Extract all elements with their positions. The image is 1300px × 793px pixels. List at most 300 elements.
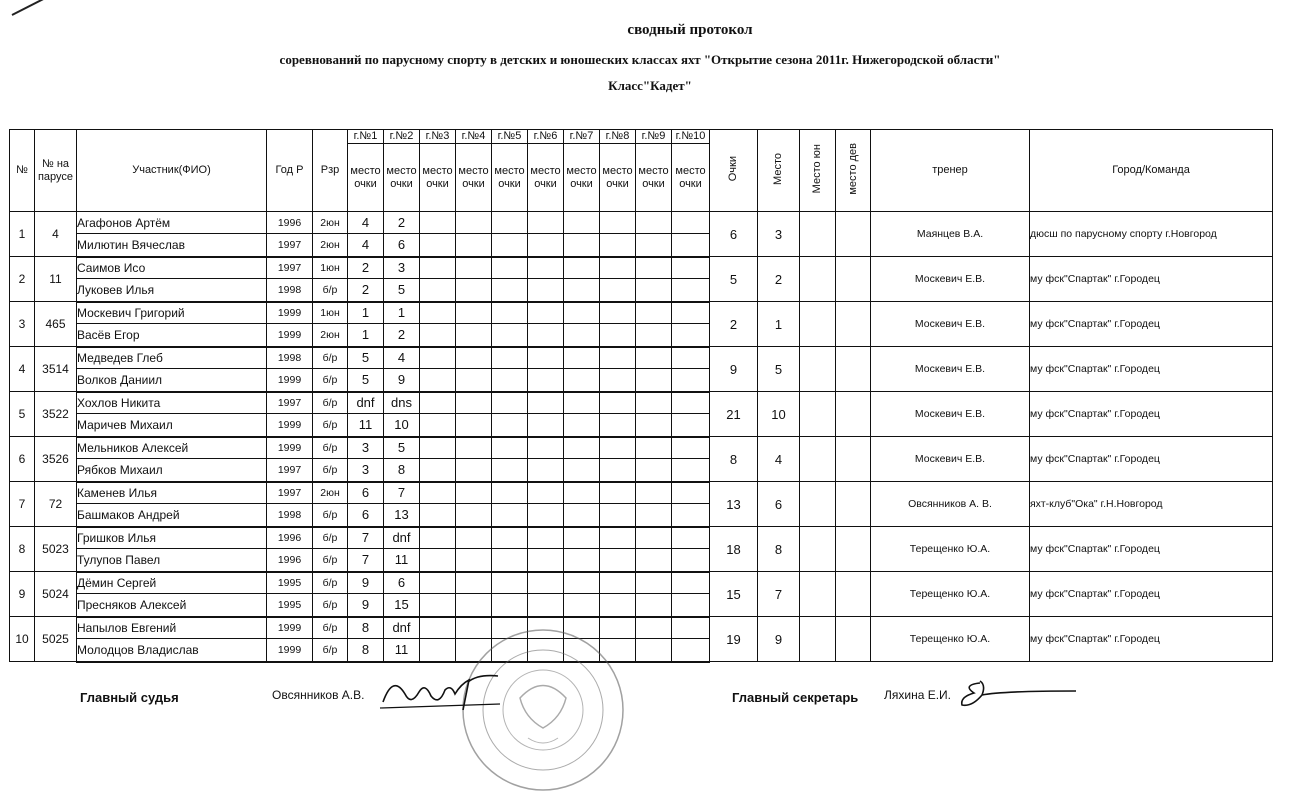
race-4-result (456, 257, 492, 279)
team-points: 5 (710, 257, 758, 302)
race-10-result (672, 459, 710, 482)
race-5-result (492, 324, 528, 347)
race-8-result (600, 459, 636, 482)
header-city: Город/Команда (1030, 130, 1273, 212)
race-1-result: 5 (348, 369, 384, 392)
sport-rank: 1юн (313, 257, 348, 279)
race-9-result (636, 302, 672, 324)
race-10-result (672, 212, 710, 234)
city-team: му фск"Спартак" г.Городец (1030, 302, 1273, 347)
team-points: 18 (710, 527, 758, 572)
birth-year: 1995 (267, 572, 313, 594)
participant-name: Васёв Егор (77, 324, 267, 347)
sail-number: 465 (35, 302, 77, 347)
race-7-result (564, 257, 600, 279)
race-1-result: 3 (348, 459, 384, 482)
race-10-result (672, 482, 710, 504)
team-points: 8 (710, 437, 758, 482)
sport-rank: б/р (313, 279, 348, 302)
race-10-result (672, 572, 710, 594)
participant-name: Луковев Илья (77, 279, 267, 302)
participant-name: Хохлов Никита (77, 392, 267, 414)
place-girls (836, 527, 871, 572)
race-3-result (420, 347, 456, 369)
judge-name: Овсянников А.В. (272, 688, 365, 702)
sport-rank: 2юн (313, 324, 348, 347)
race-4-result (456, 459, 492, 482)
secretary-name: Ляхина Е.И. (884, 688, 952, 702)
race-10-result (672, 617, 710, 639)
race-7-result (564, 572, 600, 594)
race-8-result (600, 414, 636, 437)
race-2-result: 7 (384, 482, 420, 504)
header-place-jun: Место юн (800, 130, 836, 212)
participant-name: Пресняков Алексей (77, 594, 267, 617)
race-3-result (420, 234, 456, 257)
race-6-result (528, 369, 564, 392)
place-girls (836, 257, 871, 302)
race-4-result (456, 347, 492, 369)
place-jun (800, 392, 836, 437)
sail-number: 3526 (35, 437, 77, 482)
team-place: 3 (758, 212, 800, 257)
race-8-result (600, 482, 636, 504)
coach-name: Москевич Е.В. (871, 257, 1030, 302)
judge-label: Главный судья (80, 690, 179, 705)
race-4-result (456, 302, 492, 324)
team-place: 6 (758, 482, 800, 527)
sail-number: 3514 (35, 347, 77, 392)
race-2-result: 3 (384, 257, 420, 279)
header-points: Очки (710, 130, 758, 212)
header-race: г.№3 (420, 130, 456, 144)
race-8-result (600, 347, 636, 369)
race-4-result (456, 482, 492, 504)
participant-name: Дёмин Сергей (77, 572, 267, 594)
race-9-result (636, 527, 672, 549)
race-3-result (420, 212, 456, 234)
row-number: 9 (10, 572, 35, 617)
row-number: 10 (10, 617, 35, 662)
place-jun (800, 617, 836, 662)
race-5-result (492, 302, 528, 324)
race-5-result (492, 279, 528, 302)
participant-name: Мельников Алексей (77, 437, 267, 459)
participant-name: Милютин Вячеслав (77, 234, 267, 257)
header-place: Место (758, 130, 800, 212)
race-4-result (456, 527, 492, 549)
place-girls (836, 572, 871, 617)
race-7-result (564, 459, 600, 482)
results-table (9, 129, 1273, 663)
birth-year: 1999 (267, 302, 313, 324)
race-6-result (528, 504, 564, 527)
race-9-result (636, 482, 672, 504)
race-3-result (420, 617, 456, 639)
table-row (10, 617, 1273, 639)
race-5-result (492, 572, 528, 594)
team-points: 6 (710, 212, 758, 257)
race-2-result: 11 (384, 549, 420, 572)
birth-year: 1999 (267, 369, 313, 392)
race-3-result (420, 257, 456, 279)
table-row (10, 257, 1273, 279)
city-team: му фск"Спартак" г.Городец (1030, 572, 1273, 617)
race-9-result (636, 549, 672, 572)
race-6-result (528, 459, 564, 482)
race-10-result (672, 504, 710, 527)
coach-name: Маянцев В.А. (871, 212, 1030, 257)
race-7-result (564, 369, 600, 392)
race-5-result (492, 347, 528, 369)
birth-year: 1995 (267, 594, 313, 617)
document-title: сводный протокол (627, 22, 753, 38)
place-girls (836, 482, 871, 527)
team-place: 5 (758, 347, 800, 392)
race-10-result (672, 527, 710, 549)
race-6-result (528, 549, 564, 572)
header-race: г.№2 (384, 130, 420, 144)
table-row (10, 482, 1273, 504)
header-race-sub: место очки (384, 144, 420, 212)
race-7-result (564, 347, 600, 369)
row-number: 4 (10, 347, 35, 392)
header-place-girls: место дев (836, 130, 871, 212)
race-7-result (564, 504, 600, 527)
race-10-result (672, 347, 710, 369)
sport-rank: б/р (313, 527, 348, 549)
race-5-result (492, 392, 528, 414)
team-points: 19 (710, 617, 758, 662)
class-line: Класс"Кадет" (608, 78, 692, 93)
race-4-result (456, 324, 492, 347)
sail-number: 72 (35, 482, 77, 527)
race-9-result (636, 639, 672, 662)
race-3-result (420, 527, 456, 549)
team-place: 10 (758, 392, 800, 437)
header-sail: № на парусе (35, 130, 77, 212)
race-10-result (672, 639, 710, 662)
sail-number: 5023 (35, 527, 77, 572)
sail-number: 3522 (35, 392, 77, 437)
header-num: № (10, 130, 35, 212)
team-place: 1 (758, 302, 800, 347)
race-4-result (456, 594, 492, 617)
results-body (10, 212, 1273, 662)
race-2-result: 6 (384, 572, 420, 594)
race-10-result (672, 302, 710, 324)
race-5-result (492, 482, 528, 504)
place-jun (800, 437, 836, 482)
race-8-result (600, 594, 636, 617)
birth-year: 1998 (267, 279, 313, 302)
place-girls (836, 617, 871, 662)
race-1-result: 3 (348, 437, 384, 459)
race-3-result (420, 639, 456, 662)
birth-year: 1999 (267, 324, 313, 347)
race-2-result: 9 (384, 369, 420, 392)
table-row (10, 392, 1273, 414)
participant-name: Москевич Григорий (77, 302, 267, 324)
row-number: 5 (10, 392, 35, 437)
sport-rank: б/р (313, 459, 348, 482)
sport-rank: б/р (313, 572, 348, 594)
race-2-result: 1 (384, 302, 420, 324)
header-year: Год Р (267, 130, 313, 212)
race-2-result: dnf (384, 527, 420, 549)
city-team: му фск"Спартак" г.Городец (1030, 617, 1273, 662)
race-7-result (564, 549, 600, 572)
sport-rank: 2юн (313, 212, 348, 234)
coach-name: Терещенко Ю.А. (871, 617, 1030, 662)
race-10-result (672, 437, 710, 459)
header-race-sub: место очки (636, 144, 672, 212)
table-row (10, 437, 1273, 459)
sport-rank: 2юн (313, 482, 348, 504)
race-9-result (636, 279, 672, 302)
race-3-result (420, 279, 456, 302)
race-2-result: 15 (384, 594, 420, 617)
coach-name: Терещенко Ю.А. (871, 572, 1030, 617)
race-8-result (600, 437, 636, 459)
place-jun (800, 212, 836, 257)
header-race-sub: место очки (492, 144, 528, 212)
row-number: 6 (10, 437, 35, 482)
race-2-result: 2 (384, 324, 420, 347)
race-1-result: 4 (348, 212, 384, 234)
table-row (10, 302, 1273, 324)
judge-signature (378, 672, 508, 712)
participant-name: Башмаков Андрей (77, 504, 267, 527)
city-team: яхт-клуб"Ока" г.Н.Новгород (1030, 482, 1273, 527)
birth-year: 1999 (267, 437, 313, 459)
race-8-result (600, 324, 636, 347)
race-1-result: 11 (348, 414, 384, 437)
race-8-result (600, 504, 636, 527)
sport-rank: 2юн (313, 234, 348, 257)
race-9-result (636, 617, 672, 639)
birth-year: 1998 (267, 504, 313, 527)
race-7-result (564, 392, 600, 414)
birth-year: 1996 (267, 527, 313, 549)
race-1-result: 8 (348, 617, 384, 639)
participant-name: Волков Даниил (77, 369, 267, 392)
sail-number: 11 (35, 257, 77, 302)
race-5-result (492, 549, 528, 572)
header-race: г.№4 (456, 130, 492, 144)
team-place: 9 (758, 617, 800, 662)
race-1-result: 7 (348, 527, 384, 549)
header-race: г.№1 (348, 130, 384, 144)
city-team: му фск"Спартак" г.Городец (1030, 437, 1273, 482)
race-6-result (528, 482, 564, 504)
race-8-result (600, 302, 636, 324)
race-4-result (456, 392, 492, 414)
birth-year: 1997 (267, 482, 313, 504)
race-6-result (528, 234, 564, 257)
sail-number: 5024 (35, 572, 77, 617)
place-jun (800, 527, 836, 572)
participant-name: Напылов Евгений (77, 617, 267, 639)
sport-rank: б/р (313, 369, 348, 392)
row-number: 7 (10, 482, 35, 527)
race-9-result (636, 324, 672, 347)
race-3-result (420, 459, 456, 482)
city-team: му фск"Спартак" г.Городец (1030, 347, 1273, 392)
race-9-result (636, 234, 672, 257)
header-race: г.№6 (528, 130, 564, 144)
race-1-result: dnf (348, 392, 384, 414)
race-4-result (456, 549, 492, 572)
race-7-result (564, 234, 600, 257)
header-race-sub: место очки (672, 144, 710, 212)
race-2-result: 8 (384, 459, 420, 482)
participant-name: Молодцов Владислав (77, 639, 267, 662)
city-team: му фск"Спартак" г.Городец (1030, 527, 1273, 572)
race-3-result (420, 369, 456, 392)
race-5-result (492, 594, 528, 617)
race-5-result (492, 234, 528, 257)
birth-year: 1999 (267, 414, 313, 437)
race-6-result (528, 572, 564, 594)
race-5-result (492, 504, 528, 527)
race-8-result (600, 212, 636, 234)
race-1-result: 6 (348, 504, 384, 527)
participant-name: Маричев Михаил (77, 414, 267, 437)
place-jun (800, 302, 836, 347)
corner-pen-mark (12, 0, 52, 16)
table-row (10, 347, 1273, 369)
race-3-result (420, 482, 456, 504)
race-2-result: 13 (384, 504, 420, 527)
race-5-result (492, 257, 528, 279)
race-4-result (456, 414, 492, 437)
race-2-result: 4 (384, 347, 420, 369)
race-10-result (672, 594, 710, 617)
race-9-result (636, 414, 672, 437)
place-girls (836, 392, 871, 437)
team-place: 2 (758, 257, 800, 302)
race-8-result (600, 527, 636, 549)
race-3-result (420, 324, 456, 347)
race-7-result (564, 414, 600, 437)
city-team: му фск"Спартак" г.Городец (1030, 257, 1273, 302)
place-girls (836, 437, 871, 482)
race-1-result: 4 (348, 234, 384, 257)
team-points: 15 (710, 572, 758, 617)
race-3-result (420, 504, 456, 527)
participant-name: Саимов Исо (77, 257, 267, 279)
sport-rank: б/р (313, 392, 348, 414)
race-6-result (528, 347, 564, 369)
sport-rank: 1юн (313, 302, 348, 324)
race-6-result (528, 437, 564, 459)
table-row (10, 527, 1273, 549)
race-10-result (672, 414, 710, 437)
header-race-sub: место очки (564, 144, 600, 212)
race-4-result (456, 234, 492, 257)
place-jun (800, 572, 836, 617)
team-points: 2 (710, 302, 758, 347)
race-8-result (600, 549, 636, 572)
header-race: г.№10 (672, 130, 710, 144)
team-place: 7 (758, 572, 800, 617)
race-10-result (672, 234, 710, 257)
race-10-result (672, 549, 710, 572)
race-9-result (636, 459, 672, 482)
race-3-result (420, 414, 456, 437)
race-6-result (528, 324, 564, 347)
document-subtitle: соревнований по парусному спорту в детских и юношеских классах яхт "Открытие сезона 2011г. Нижегородской области" (279, 52, 1001, 67)
race-2-result: 2 (384, 212, 420, 234)
team-points: 13 (710, 482, 758, 527)
header-coach: тренер (871, 130, 1030, 212)
team-points: 9 (710, 347, 758, 392)
race-1-result: 9 (348, 594, 384, 617)
race-3-result (420, 302, 456, 324)
race-2-result: 10 (384, 414, 420, 437)
race-9-result (636, 504, 672, 527)
race-7-result (564, 594, 600, 617)
header-rank: Рзр (313, 130, 348, 212)
coach-name: Москевич Е.В. (871, 392, 1030, 437)
race-2-result: 6 (384, 234, 420, 257)
race-3-result (420, 572, 456, 594)
coach-name: Москевич Е.В. (871, 302, 1030, 347)
sport-rank: б/р (313, 639, 348, 662)
header-race: г.№9 (636, 130, 672, 144)
race-6-result (528, 279, 564, 302)
race-3-result (420, 549, 456, 572)
birth-year: 1996 (267, 212, 313, 234)
birth-year: 1999 (267, 639, 313, 662)
place-girls (836, 302, 871, 347)
race-7-result (564, 279, 600, 302)
header-race: г.№5 (492, 130, 528, 144)
birth-year: 1998 (267, 347, 313, 369)
race-6-result (528, 392, 564, 414)
race-6-result (528, 594, 564, 617)
header-name: Участник(ФИО) (77, 130, 267, 212)
race-10-result (672, 324, 710, 347)
header-race: г.№8 (600, 130, 636, 144)
race-9-result (636, 572, 672, 594)
race-1-result: 7 (348, 549, 384, 572)
race-8-result (600, 369, 636, 392)
race-1-result: 2 (348, 257, 384, 279)
coach-name: Терещенко Ю.А. (871, 527, 1030, 572)
sport-rank: б/р (313, 347, 348, 369)
race-4-result (456, 437, 492, 459)
race-1-result: 1 (348, 302, 384, 324)
race-6-result (528, 257, 564, 279)
race-3-result (420, 437, 456, 459)
city-team: дюсш по парусному спорту г.Новгород (1030, 212, 1273, 257)
table-row (10, 572, 1273, 594)
race-2-result: dns (384, 392, 420, 414)
race-5-result (492, 459, 528, 482)
sport-rank: б/р (313, 414, 348, 437)
participant-name: Рябков Михаил (77, 459, 267, 482)
race-6-result (528, 302, 564, 324)
sport-rank: б/р (313, 504, 348, 527)
race-1-result: 6 (348, 482, 384, 504)
sport-rank: б/р (313, 617, 348, 639)
header-race-sub: место очки (420, 144, 456, 212)
sail-number: 4 (35, 212, 77, 257)
header-race: г.№7 (564, 130, 600, 144)
row-number: 1 (10, 212, 35, 257)
